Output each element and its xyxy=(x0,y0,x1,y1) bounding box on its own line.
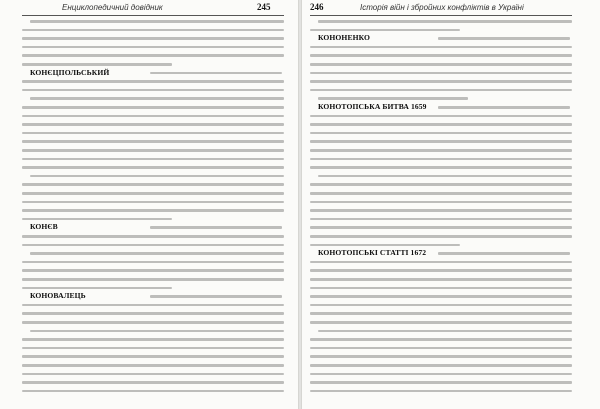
left-text-line xyxy=(22,278,284,281)
right-text-line xyxy=(310,29,460,32)
right-text-line xyxy=(310,381,572,384)
left-page xyxy=(0,0,298,409)
right-text-line xyxy=(310,166,572,169)
right-text-line xyxy=(310,158,572,161)
right-text-line xyxy=(310,80,572,83)
right-header-rule xyxy=(310,15,572,16)
left-text-line xyxy=(22,46,284,49)
right-text-line xyxy=(310,312,572,315)
left-text-line xyxy=(22,218,172,221)
right-text-line xyxy=(310,218,572,221)
right-text-line xyxy=(310,132,572,135)
right-text-line xyxy=(310,54,572,57)
left-text-line xyxy=(22,312,284,315)
right-text-line xyxy=(310,183,572,186)
right-text-line xyxy=(310,46,572,49)
right-text-line xyxy=(310,321,572,324)
right-text-line xyxy=(310,287,572,290)
left-text-line xyxy=(150,72,282,75)
right-text-line xyxy=(310,373,572,376)
right-text-line xyxy=(310,72,572,75)
left-text-line xyxy=(30,97,284,100)
right-text-line xyxy=(438,37,570,40)
left-text-line xyxy=(22,261,284,264)
left-text-line xyxy=(22,149,284,152)
left-text-line xyxy=(22,29,284,32)
right-text-line xyxy=(318,20,572,23)
left-text-line xyxy=(30,20,284,23)
right-text-line xyxy=(310,364,572,367)
left-text-line xyxy=(22,89,284,92)
right-text-line xyxy=(310,244,460,247)
left-text-line xyxy=(22,37,284,40)
right-text-line xyxy=(310,261,572,264)
left-text-line xyxy=(22,123,284,126)
left-entry-heading: КОНЄЦПОЛЬСЬКИЙ xyxy=(30,67,110,77)
left-text-line xyxy=(22,235,284,238)
right-text-line xyxy=(310,269,572,272)
left-text-line xyxy=(30,330,284,333)
left-text-line xyxy=(22,132,284,135)
left-text-line xyxy=(150,226,282,229)
right-running-title: Історія війн і збройних конфліктів в Україні xyxy=(360,3,524,12)
right-text-line xyxy=(310,192,572,195)
left-text-line xyxy=(22,347,284,350)
left-text-line xyxy=(22,244,284,247)
left-text-line xyxy=(22,158,284,161)
left-text-line xyxy=(22,201,284,204)
left-entry-heading: КОНОВАЛЕЦЬ xyxy=(30,291,86,301)
left-text-line xyxy=(22,80,284,83)
right-entry-heading: КОНОТОПСЬКІ СТАТТІ 1672 xyxy=(318,248,427,258)
left-text-line xyxy=(22,304,284,307)
left-text-line xyxy=(22,287,172,290)
right-text-line xyxy=(310,209,572,212)
right-text-line xyxy=(318,330,572,333)
right-text-line xyxy=(310,63,572,66)
right-text-line xyxy=(310,355,572,358)
left-text-line xyxy=(22,209,284,212)
right-page-header xyxy=(302,3,600,14)
left-text-line xyxy=(22,192,284,195)
left-text-line xyxy=(22,373,284,376)
left-header-rule xyxy=(22,15,284,16)
right-text-line xyxy=(310,201,572,204)
left-text-line xyxy=(22,183,284,186)
left-page-number: 245 xyxy=(257,2,271,12)
right-text-line xyxy=(310,89,572,92)
right-text-line xyxy=(310,149,572,152)
left-entry-heading: КОНЄВ xyxy=(30,222,58,232)
right-text-line xyxy=(318,175,572,178)
right-text-line xyxy=(310,235,572,238)
right-text-line xyxy=(310,390,572,393)
right-text-line xyxy=(310,115,572,118)
left-text-line xyxy=(22,166,284,169)
right-text-line xyxy=(438,252,570,255)
right-text-line xyxy=(310,347,572,350)
left-text-line xyxy=(22,364,284,367)
right-text-line xyxy=(438,106,570,109)
left-text-line xyxy=(22,54,284,57)
left-running-title: Енциклопедичний довідник xyxy=(62,3,163,12)
right-text-line xyxy=(310,338,572,341)
left-text-line xyxy=(22,355,284,358)
left-text-line xyxy=(22,140,284,143)
right-page xyxy=(302,0,600,409)
right-text-line xyxy=(310,226,572,229)
left-text-line xyxy=(22,390,284,393)
left-text-line xyxy=(30,175,284,178)
left-text-line xyxy=(22,338,284,341)
left-page-header xyxy=(0,3,298,14)
right-text-line xyxy=(310,304,572,307)
right-text-line xyxy=(310,278,572,281)
left-text-line xyxy=(22,115,284,118)
right-text-line xyxy=(310,140,572,143)
right-page-number: 246 xyxy=(310,2,324,12)
right-entry-heading: КОНОТОПСЬКА БИТВА 1659 xyxy=(318,102,427,111)
left-text-line xyxy=(22,63,172,66)
left-text-line xyxy=(22,381,284,384)
right-text-line xyxy=(310,295,572,298)
right-text-line xyxy=(310,123,572,126)
left-text-line xyxy=(150,295,282,298)
left-text-line xyxy=(30,252,284,255)
left-text-line xyxy=(22,321,284,324)
left-text-line xyxy=(22,106,284,109)
right-entry-heading: КОНОНЕНКО xyxy=(318,33,371,43)
right-text-line xyxy=(318,97,468,100)
left-text-line xyxy=(22,269,284,272)
